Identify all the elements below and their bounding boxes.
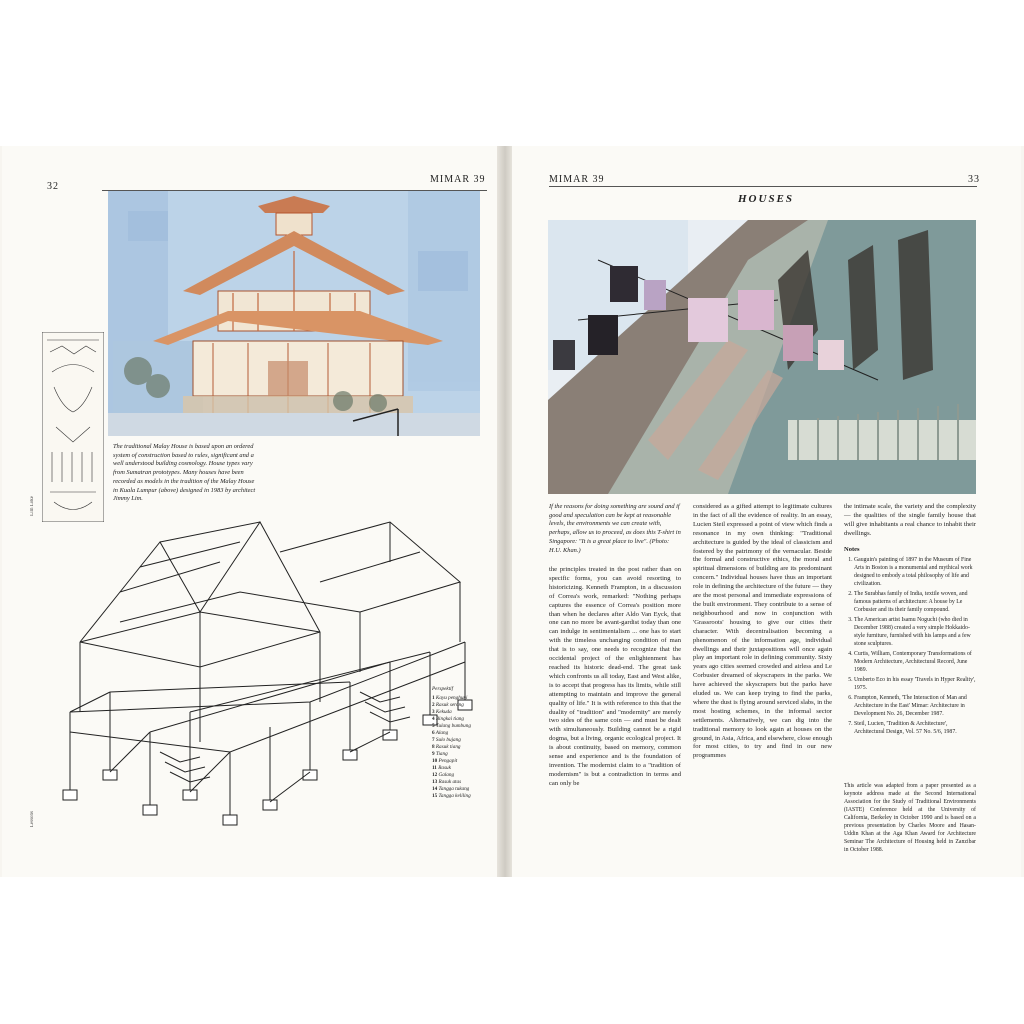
legend-item: 5 Tulang bumbung (432, 723, 471, 729)
legend-item: 10 Pengapit (432, 758, 458, 764)
page-number-left: 32 (47, 181, 59, 192)
article-column-2: considered as a gifted attempt to legitimate cultures in the fact of all the evidence of reality. In an essay, Lucien Steil expressed a point of view which finds a resonance in my own thinking: "Traditional architecture is guided by the ideal of classicism and fostered by the patrimony of the vernacular. Beside the formal and constructive ethics, the moral and spiritual dimensions of building are its predominant concern." Individual houses have thus an important role in defining the architecture of the future — they are the most personal and immediate expressions of the built environment. They contribute to a sense of neighbourhood and now in conjunction with 'Grassroots' housing to give our cities their character. With decentralisation becoming a phenomenon of the information age, individual dwellings and their juxtapositions will once again play an important role in defining community. Sixty years ago cities seemed crowded and airless and Le Corbusier dreamed of skyscrapers in the parks. We have achieved the skyscrapers but the parks have eluded us. We can keep trying to find the parks, where the dust is flying around serviced slabs, in the most hosting schemes, in the informal sector settlements. Alternatively, we can dig into the traditional memory to look again at houses on the ground, in Asia, Africa, and elsewhere, close enough for most cities, to try and find in our new programmes (693, 503, 832, 760)
header-rule (549, 186, 977, 187)
left-page (2, 146, 498, 877)
right-page (512, 146, 1021, 877)
notes-title: Notes (844, 546, 860, 553)
photo-caption: If the reasons for doing something are sound and if good and speculation can be kept at reasonable levels, the environments we can create with, perhaps, allow us to proceed, as does this T-shirt in Singapore: "It is a great place to live". (Photo: H.U. Khan.) (549, 503, 681, 554)
legend-item: 12 Galang (432, 772, 455, 778)
legend-item: 9 Tiang (432, 751, 448, 757)
running-head-left: MIMAR 39 (430, 174, 486, 185)
margin-note-2: Lessons (30, 811, 35, 828)
legend-item: 13 Rasuk atas (432, 779, 462, 785)
book-gutter (497, 146, 513, 877)
watercolour-house-illustration (108, 191, 480, 436)
legend-title: Perspektif (432, 686, 454, 692)
article-end-note: This article was adapted from a paper presented as a keynote address made at the Second International Association for the Study of Traditional Environments (IASTE) Conference held at the University of California, Berkeley in October 1990 and is based on a previous presentation by Charles Moore and Hasan-Uddin Khan at the Aga Khan Award for Architecture Seminar The Architecture of Housing held in Zanzibar in October 1988. (844, 783, 976, 853)
article-column-3: the intimate scale, the variety and the complexity — the qualities of the single family house that will give inhabitants a real chance to inhabit their dwellings. (844, 503, 976, 537)
construction-sketch-inset (42, 332, 104, 522)
note-item: 3. The American artist Isamu Noguchi (who died in December 1988) created a very simple Hokkaido-style furniture, furnished with his lamps and a few stone sculptures. (854, 616, 976, 648)
notes-section (844, 546, 976, 738)
construction-legend (432, 686, 498, 800)
legend-item: 1 Kayu penghuni (432, 695, 468, 701)
legend-item: 7 Sulo bujang (432, 737, 461, 743)
legend-item: 14 Tangga tukang (432, 786, 470, 792)
note-item: 6. Frampton, Kenneth, 'The Interaction of Man and Architecture in the East' Mimar: Architecture in Development No. 26, December 1987. (854, 694, 976, 718)
legend-item: 6 Alang (432, 730, 449, 736)
shophouse-laundry-photo (548, 220, 976, 494)
illustration-caption: The traditional Malay House is based upon an ordered system of construction based to rules, significant and a well understood building cosmology. House types vary from Sumatran prototypes. Many houses have been recorded as models in the tradition of the Malay House in Kuala Lumpur (above) designed in 1983 by architect Jimmy Lim. (113, 443, 256, 503)
section-title: HOUSES (738, 193, 795, 205)
running-head-right: MIMAR 39 (549, 174, 605, 185)
note-item: 5. Umberto Eco in his essay 'Travels in Hyper Reality', 1975. (854, 676, 976, 692)
note-item: 4. Curtis, William, Contemporary Transformations of Modern Architecture, Architectural Record, June 1989. (854, 650, 976, 674)
legend-item: 3 Kekuda (432, 709, 452, 715)
margin-note: Lim Loke (30, 496, 35, 516)
note-item: 2. The Surabhas family of India, textile woven, and famous patterns of architecture: A house by Le Corbusier and its their family compound. (854, 590, 976, 614)
legend-item: 2 Rasuk serong (432, 702, 464, 708)
note-item: 7. Steil, Lucien, 'Tradition & Architecture', Architectural Design, Vol. 57 No. 5/6, 1987. (854, 720, 976, 736)
article-column-1: the principles treated in the post rather than on specific forms, you can avoid resorting to historicizing. Kenneth Frampton, in a discussion of Correa's work, remarked: "Nothing perhaps captures the essence of Correa's position more than when he declares after Aldo Van Eyck, that one can no more be avant-gardist today than one can indulge in sentimentalism ... one has to start with the timeless unchanging condition of man that is to say, one needs to recognize that the occidental project of the enlightenment has reached its historic dead-end. The great task which confronts us all today, East and West alike, is to accept that progress has its limits, while still attempting to maintain and improve the general quality of life." It is with reference to this that the duality of "tradition" and "modernity" are merely two sides of the same coin — and must be dealt with simultaneously. Building cannot be a rigid dogma, but a living, organic ecological project. It is about continuity, based on memory, common sense and experience and is the foundation of invention. The modernist claim to a "tradition of modernism" is but a contradiction in terms and can only be (549, 566, 681, 787)
legend-item: 15 Tangga keliling (432, 793, 471, 799)
note-item: 1. Gauguin's painting of 1897 in the Museum of Fine Arts in Boston is a monumental and mythical work designed to embody a total philosophy of life and civilization. (854, 556, 976, 588)
legend-item: 4 Bingkai tiang (432, 716, 464, 722)
legend-item: 11 Rasuk (432, 765, 451, 771)
isometric-frame-drawing (60, 502, 480, 832)
page-number-right: 33 (968, 174, 980, 185)
legend-item: 8 Rasuk tiang (432, 744, 461, 750)
